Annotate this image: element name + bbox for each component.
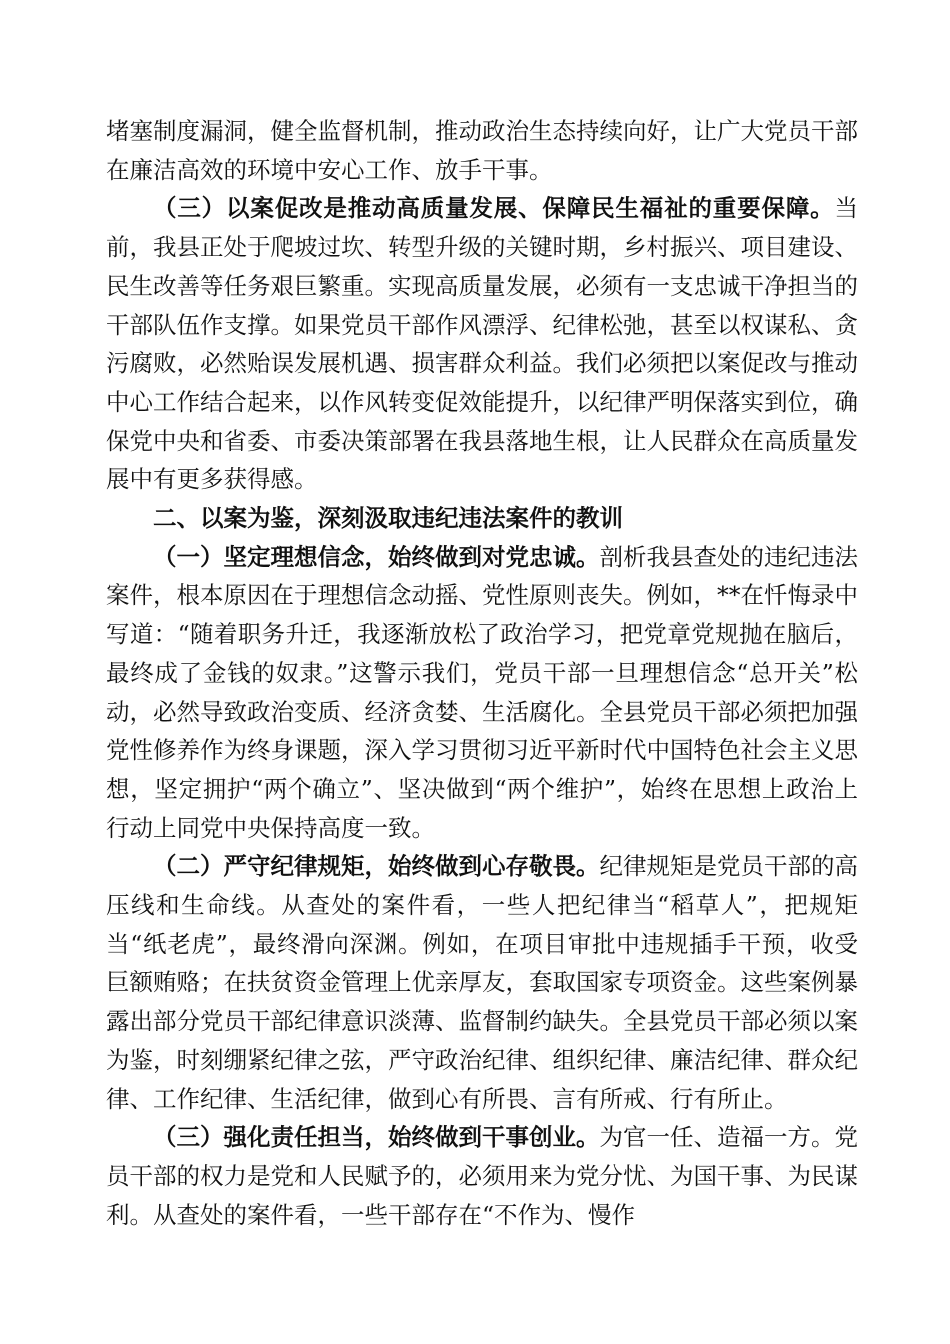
paragraph-text: 当前，我县正处于爬坡过坎、转型升级的关键时期，乡村振兴、项目建设、民生改善等任务艰巨繁重。实现高质量发展，必须有一支忠诚干净担当的干部队伍作支撑。如果党员干部作风漂浮、纪律松弛，甚至以权谋私、贪污腐败，必然贻误发展机遇、损害群众利益。我们必须把以案促改与推动中心工作结合起来，以作风转变促效能提升，以纪律严明保落实到位，确保党中央和省委、市委决策部署在我县落地生根，让人民群众在高质量发展中有更多获得感。 [106,194,858,494]
paragraph-subsection-1 [106,538,858,848]
paragraph-text: 剖析我县查处的违纪违法案件，根本原因在于理想信念动摇、党性原则丧失。例如，**在忏悔录中写道：“随着职务升迁，我逐渐放松了政治学习，把党章党规抛在脑后，最终成了金钱的奴隶。”这警示我们，党员干部一旦理想信念“总开关”松动，必然导致政治变质、经济贪婪、生活腐化。全县党员干部必须把加强党性修养作为终身课题，深入学习贯彻习近平新时代中国特色社会主义思想，坚定拥护“两个确立”、坚决做到“两个维护”，始终在思想上政治上行动上同党中央保持高度一致。 [106,542,858,842]
document-body [106,112,858,1234]
paragraph-lead: （三）强化责任担当，始终做到干事创业。 [153,1123,600,1152]
paragraph-subsection-2 [106,847,858,1118]
paragraph-text: 为官一任、造福一方。党员干部的权力是党和人民赋予的，必须用来为党分忧、为国干事、为民谋利。从查处的案件看，一些干部存在“不作为、慢作 [106,1123,858,1229]
paragraph-section-3 [106,189,858,499]
paragraph-continuation [106,112,858,189]
paragraph-lead: （三）以案促改是推动高质量发展、保障民生福祉的重要保障。 [153,194,835,223]
paragraph-lead: （一）坚定理想信念，始终做到对党忠诚。 [153,542,600,571]
paragraph-text: 纪律规矩是党员干部的高压线和生命线。从查处的案件看，一些人把纪律当“稻草人”，把规矩当“纸老虎”，最终滑向深渊。例如，在项目审批中违规插手干预，收受巨额贿赂；在扶贫资金管理上优亲厚友，套取国家专项资金。这些案例暴露出部分党员干部纪律意识淡薄、监督制约缺失。全县党员干部必须以案为鉴，时刻绷紧纪律之弦，严守政治纪律、组织纪律、廉洁纪律、群众纪律、工作纪律、生活纪律，做到心有所畏、言有所戒、行有所止。 [106,852,858,1113]
paragraph-lead: （二）严守纪律规矩，始终做到心存敬畏。 [153,852,600,881]
section-heading: 二、以案为鉴，深刻汲取违纪违法案件的教训 [153,504,623,533]
paragraph-text: 堵塞制度漏洞，健全监督机制，推动政治生态持续向好，让广大党员干部在廉洁高效的环境中安心工作、放手干事。 [106,117,858,184]
paragraph-subsection-3 [106,1118,858,1234]
